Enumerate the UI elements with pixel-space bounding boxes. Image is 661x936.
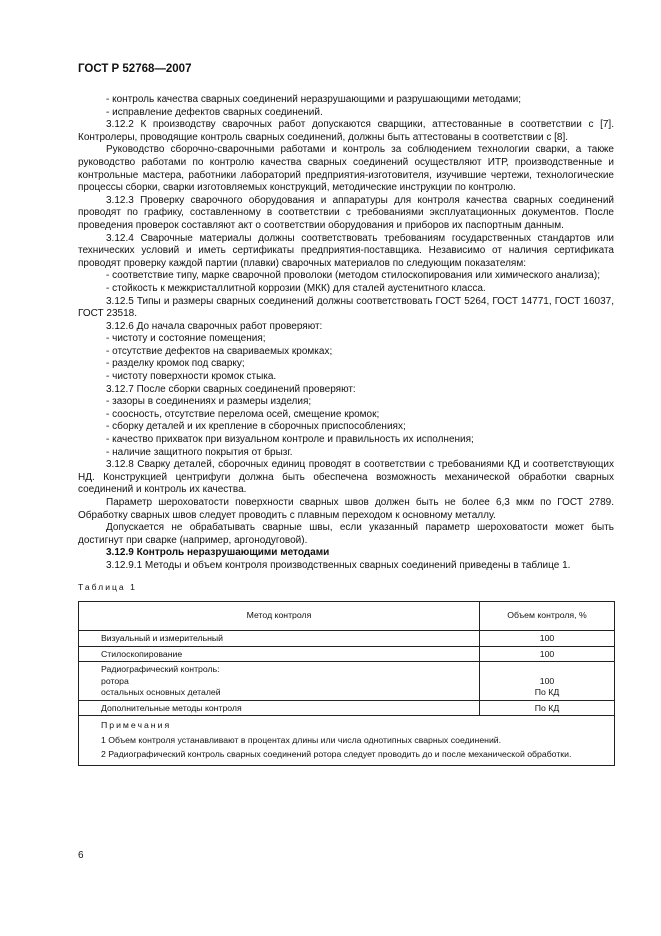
table-notes (79, 716, 615, 766)
document-header: ГОСТ Р 52768—2007 (78, 63, 192, 75)
cell-volume: 100 (480, 646, 615, 662)
notes-list (101, 735, 608, 761)
column-header-volume: Объем контроля, % (480, 602, 615, 631)
page-number: 6 (78, 850, 84, 861)
paragraph: 3.12.6 До начала сварочных работ проверяют: (106, 320, 323, 332)
paragraph: Допускается не обрабатывать сварные швы, если указанный параметр шероховатости может быть достигнут при сварке (например, аргонодуговой). (78, 522, 614, 546)
cell-method: Радиографический контроль: ротора остальных основных деталей (79, 662, 480, 701)
paragraph: - отсутствие дефектов на свариваемых кромках; (106, 345, 333, 357)
cell-method: Стилоскопирование (79, 646, 480, 662)
control-methods-table (78, 601, 615, 766)
table-body (79, 631, 615, 716)
document-body (78, 94, 614, 766)
paragraph: - сборку деталей и их крепление в сборочных приспособлениях; (106, 421, 406, 433)
paragraph: 3.12.8 Сварку деталей, сборочных единиц проводят в соответствии с требованиями КД и соответствующих НД. Конструкцией центрифуги должна быть обеспечена возможность механической обработки сварных соединений и контроль их качества. (78, 459, 614, 496)
paragraph: 3.12.3 Проверку сварочного оборудования и аппаратуры для контроля качества сварных соединений проводят по графику, составленному в соответствии с требованиями эксплуатационных документов. После проведения проверок составляют акт о соответствии оборудования и приборов их паспортным данным. (78, 194, 614, 231)
paragraph: - чистоту поверхности кромок стыка. (106, 371, 277, 383)
note-item: 1 Объем контроля устанавливают в процентах длины или числа однотипных сварных соединений. (101, 734, 502, 745)
paragraph: - стойкость к межкристаллитной коррозии (МКК) для сталей аустенитного класса. (106, 282, 486, 294)
paragraph: - контроль качества сварных соединений неразрушающими и разрушающими методами; (106, 94, 521, 105)
paragraph: 3.12.9 Контроль неразрушающими методами (106, 547, 330, 559)
paragraph: Параметр шероховатости поверхности сварных швов должен быть не более 6,3 мкм по ГОСТ 2789. Обработку сварных швов следует проводить с плавным переходом к основному металлу. (78, 497, 614, 521)
table-row (79, 646, 615, 662)
table-caption: Таблица 1 (78, 581, 137, 592)
paragraph: 3.12.2 К производству сварочных работ допускаются сварщики, аттестованные в соответствии с [7]. Контролеры, проводящие контроль сварных соединений, должны быть аттестованы в соответствии с [8]. (78, 119, 614, 143)
paragraph: - чистоту и состояние помещения; (106, 333, 266, 345)
paragraph: - качество прихваток при визуальном контроле и правильность их исполнения; (106, 434, 474, 446)
cell-method: Дополнительные методы контроля (79, 700, 480, 716)
table-notes-row (79, 716, 615, 766)
table-row (79, 631, 615, 647)
paragraph: 3.12.4 Сварочные материалы должны соответствовать требованиям государственных стандартов или технических условий и иметь сертификаты предприятия-поставщика. Независимо от наличия сертификата проводят проверку каждой партии (плавки) сварочных материалов по следующим показателям: (78, 232, 614, 269)
cell-volume: 100 По КД (480, 662, 615, 701)
cell-volume: По КД (480, 700, 615, 716)
column-header-method: Метод контроля (79, 602, 480, 631)
paragraph: 3.12.5 Типы и размеры сварных соединений должны соответствовать ГОСТ 5264, ГОСТ 14771, ГОСТ 16037, ГОСТ 23518. (78, 295, 614, 320)
paragraph: Руководство сборочно-сварочными работами и контроль за соблюдением технологии сварки, а также руководство работами по контролю качества сварных соединений осуществляют ИТР, производственные и контрольные мастера, работники лабораторий предприятия-изготовителя, изучившие чертежи, технологические процессы сборки, сварки изготовляемых конструкций, методические инструкции по контролю. (78, 144, 614, 194)
table-row (79, 662, 615, 701)
paragraph: 3.12.9.1 Методы и объем контроля производственных сварных соединений приведены в таблице 1. (106, 559, 571, 571)
paragraph: - соосность, отсутствие перелома осей, смещение кромок; (106, 408, 380, 420)
cell-method: Визуальный и измерительный (79, 631, 480, 647)
paragraph: - разделку кромок под сварку; (106, 358, 245, 370)
paragraph: - соответствие типу, марке сварочной проволоки (методом стилоскопирования или химического анализа); (106, 270, 600, 282)
paragraph: - исправление дефектов сварных соединений. (106, 106, 323, 118)
paragraph: 3.12.7 После сборки сварных соединений проверяют: (106, 383, 356, 395)
paragraph: - наличие защитного покрытия от брызг. (106, 446, 293, 458)
paragraph-list (78, 94, 614, 573)
paragraph: - зазоры в соединениях и размеры изделия; (106, 396, 312, 408)
table-row (79, 700, 615, 716)
notes-title: Примечания (101, 720, 172, 731)
note-item: 2 Радиографический контроль сварных соединений ротора следует проводить до и после механической обработки. (101, 749, 572, 760)
table-header-row (79, 602, 615, 631)
cell-volume: 100 (480, 631, 615, 647)
